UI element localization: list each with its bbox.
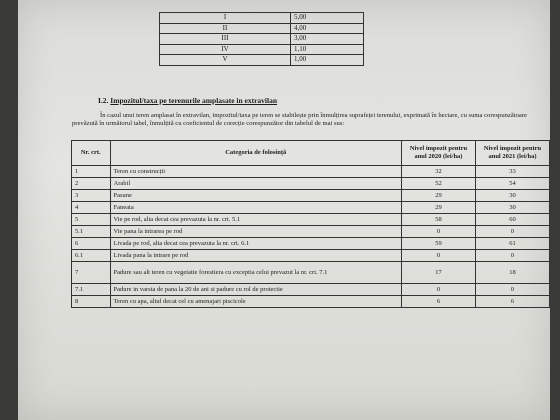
row-2020: 29 bbox=[401, 190, 475, 202]
row-2020: 59 bbox=[401, 238, 475, 250]
row-2021: 30 bbox=[475, 190, 549, 202]
table-row bbox=[72, 202, 550, 214]
row-2021: 6 bbox=[475, 296, 549, 308]
row-2021: 61 bbox=[475, 238, 549, 250]
row-2020: 0 bbox=[401, 250, 475, 262]
row-2021: 0 bbox=[475, 284, 549, 296]
row-2020: 32 bbox=[401, 166, 475, 178]
table-row bbox=[72, 178, 550, 190]
document-page bbox=[18, 0, 550, 420]
row-nr: 8 bbox=[72, 296, 111, 308]
row-2020: 0 bbox=[401, 284, 475, 296]
row-category: Livada pana la intrare pe rod bbox=[110, 250, 401, 262]
row-2020: 29 bbox=[401, 202, 475, 214]
table-row bbox=[72, 296, 550, 308]
land-tax-table bbox=[71, 140, 550, 308]
rank-cell: V bbox=[160, 55, 291, 66]
table-row bbox=[72, 166, 550, 178]
rank-cell: III bbox=[160, 34, 291, 45]
table-row bbox=[160, 34, 364, 45]
row-nr: 3 bbox=[72, 190, 111, 202]
row-2020: 52 bbox=[401, 178, 475, 190]
row-category: Pasune bbox=[110, 190, 401, 202]
row-nr: 4 bbox=[72, 202, 111, 214]
section-number: I.2. bbox=[98, 96, 111, 105]
table-header-row bbox=[72, 141, 550, 166]
header-2020: Nivel impozit pentru anul 2020 (lei/ha) bbox=[401, 141, 475, 166]
row-2021: 0 bbox=[475, 226, 549, 238]
row-nr: 2 bbox=[72, 178, 111, 190]
row-2021: 30 bbox=[475, 202, 549, 214]
row-2021: 54 bbox=[475, 178, 549, 190]
row-nr: 7 bbox=[72, 262, 111, 284]
header-nr: Nr. crt. bbox=[72, 141, 111, 166]
table-row bbox=[160, 44, 364, 55]
row-nr: 6.1 bbox=[72, 250, 111, 262]
table-row bbox=[72, 262, 550, 284]
row-2020: 58 bbox=[401, 214, 475, 226]
row-category: Faneata bbox=[110, 202, 401, 214]
row-category: Teren cu construcții bbox=[110, 166, 401, 178]
row-2021: 60 bbox=[475, 214, 549, 226]
header-category: Categoria de folosință bbox=[110, 141, 401, 166]
rank-cell: I bbox=[160, 13, 291, 24]
row-nr: 7.1 bbox=[72, 284, 111, 296]
coefficient-cell: 1,10 bbox=[291, 44, 364, 55]
table-row bbox=[72, 250, 550, 262]
table-row bbox=[72, 226, 550, 238]
table-row bbox=[72, 190, 550, 202]
row-2021: 33 bbox=[475, 166, 549, 178]
coefficient-cell: 3,00 bbox=[291, 34, 364, 45]
rank-cell: II bbox=[160, 23, 291, 34]
row-category: Padure in varsta de pana la 20 de ani si padure cu rol de protectie bbox=[110, 284, 401, 296]
table-row bbox=[72, 214, 550, 226]
row-2020: 6 bbox=[401, 296, 475, 308]
table-row bbox=[160, 23, 364, 34]
table-row bbox=[160, 13, 364, 24]
row-nr: 1 bbox=[72, 166, 111, 178]
row-category: Teren cu apa, altul decat cel cu amenajari piscicole bbox=[110, 296, 401, 308]
row-2021: 0 bbox=[475, 250, 549, 262]
row-category: Padure sau alt teren cu vegetatie forestiera cu exceptia celui prevazut la nr. crt. 7.1 bbox=[110, 262, 401, 284]
row-nr: 5 bbox=[72, 214, 111, 226]
row-category: Livada pe rod, alta decat cea prevazuta la nr. crt. 6.1 bbox=[110, 238, 401, 250]
coefficient-cell: 5,00 bbox=[291, 13, 364, 24]
row-category: Vie pe rod, alta decat cea prevazuta la nr. crt. 5.1 bbox=[110, 214, 401, 226]
row-category: Arabil bbox=[110, 178, 401, 190]
row-nr: 5.1 bbox=[72, 226, 111, 238]
correction-coefficient-table bbox=[159, 12, 364, 66]
header-2021: Nivel impozit pentru anul 2021 (lei/ha) bbox=[475, 141, 549, 166]
table-row bbox=[72, 284, 550, 296]
row-2021: 18 bbox=[475, 262, 549, 284]
table-row bbox=[160, 55, 364, 66]
row-2020: 17 bbox=[401, 262, 475, 284]
section-title: Impozitul/taxa pe terenurile amplasate in extravilan bbox=[110, 96, 278, 105]
coefficient-cell: 1,00 bbox=[291, 55, 364, 66]
rank-cell: IV bbox=[160, 44, 291, 55]
section-heading bbox=[98, 96, 277, 105]
table-row bbox=[72, 238, 550, 250]
row-2020: 0 bbox=[401, 226, 475, 238]
row-nr: 6 bbox=[72, 238, 111, 250]
row-category: Vie pana la intrarea pe rod bbox=[110, 226, 401, 238]
coefficient-cell: 4,00 bbox=[291, 23, 364, 34]
intro-paragraph: În cazul unui teren amplasat în extravilan, impozitul/taxa pe teren se stabilește prin înmulțirea suprafeței terenului, exprimată în hectare, cu suma corespunzătoare prevăzută în următorul tabel, înmulțită cu coeficientul de corecție corespunzător din tabelul de mai sus: bbox=[72, 112, 527, 127]
